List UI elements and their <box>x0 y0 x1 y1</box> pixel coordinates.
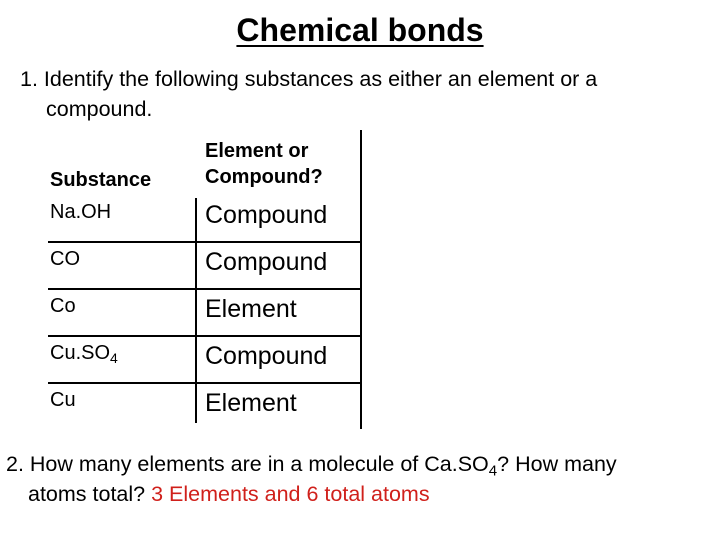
row-type: Element <box>205 295 297 323</box>
question-1-line-1: 1. Identify the following substances as either an element or a <box>20 67 598 91</box>
question-2-line-1 <box>6 452 617 480</box>
question-1-line-2: compound. <box>46 97 153 121</box>
table-row <box>48 384 360 429</box>
header-type-line-2: Compound? <box>205 166 323 188</box>
question-2-text-b: ? How many <box>497 452 617 476</box>
question-2-answer: 3 Elements and 6 total atoms <box>151 482 430 506</box>
question-2-line-2 <box>6 479 716 509</box>
row-type: Compound <box>205 342 328 370</box>
row-substance: Co <box>50 295 76 317</box>
question-2-prefix: atoms total? <box>28 482 146 506</box>
header-substance: Substance <box>50 169 152 191</box>
question-2-text-a: 2. How many elements are in a molecule of Ca.SO <box>6 452 489 476</box>
substance-table <box>48 130 362 429</box>
question-2 <box>6 449 716 509</box>
table-row <box>48 290 360 337</box>
row-substance <box>50 342 118 365</box>
row-substance: CO <box>50 248 80 270</box>
table-column-divider <box>195 198 197 423</box>
header-type-line-1: Element or <box>205 140 309 162</box>
table-header-row <box>48 130 360 196</box>
header-element-or-compound <box>205 138 323 190</box>
page-title <box>0 10 720 50</box>
row-substance-subscript: 4 <box>110 350 118 367</box>
row-type: Compound <box>205 248 328 276</box>
page-title-text: Chemical bonds <box>236 12 484 48</box>
row-type: Compound <box>205 201 328 229</box>
question-1 <box>20 64 700 124</box>
row-substance-main: Cu.SO <box>50 342 111 364</box>
row-substance: Cu <box>50 389 76 411</box>
row-substance: Na.OH <box>50 201 112 223</box>
question-2-subscript: 4 <box>488 462 498 480</box>
row-type: Element <box>205 389 297 417</box>
table-row <box>48 196 360 243</box>
table-row <box>48 337 360 384</box>
table-row <box>48 243 360 290</box>
